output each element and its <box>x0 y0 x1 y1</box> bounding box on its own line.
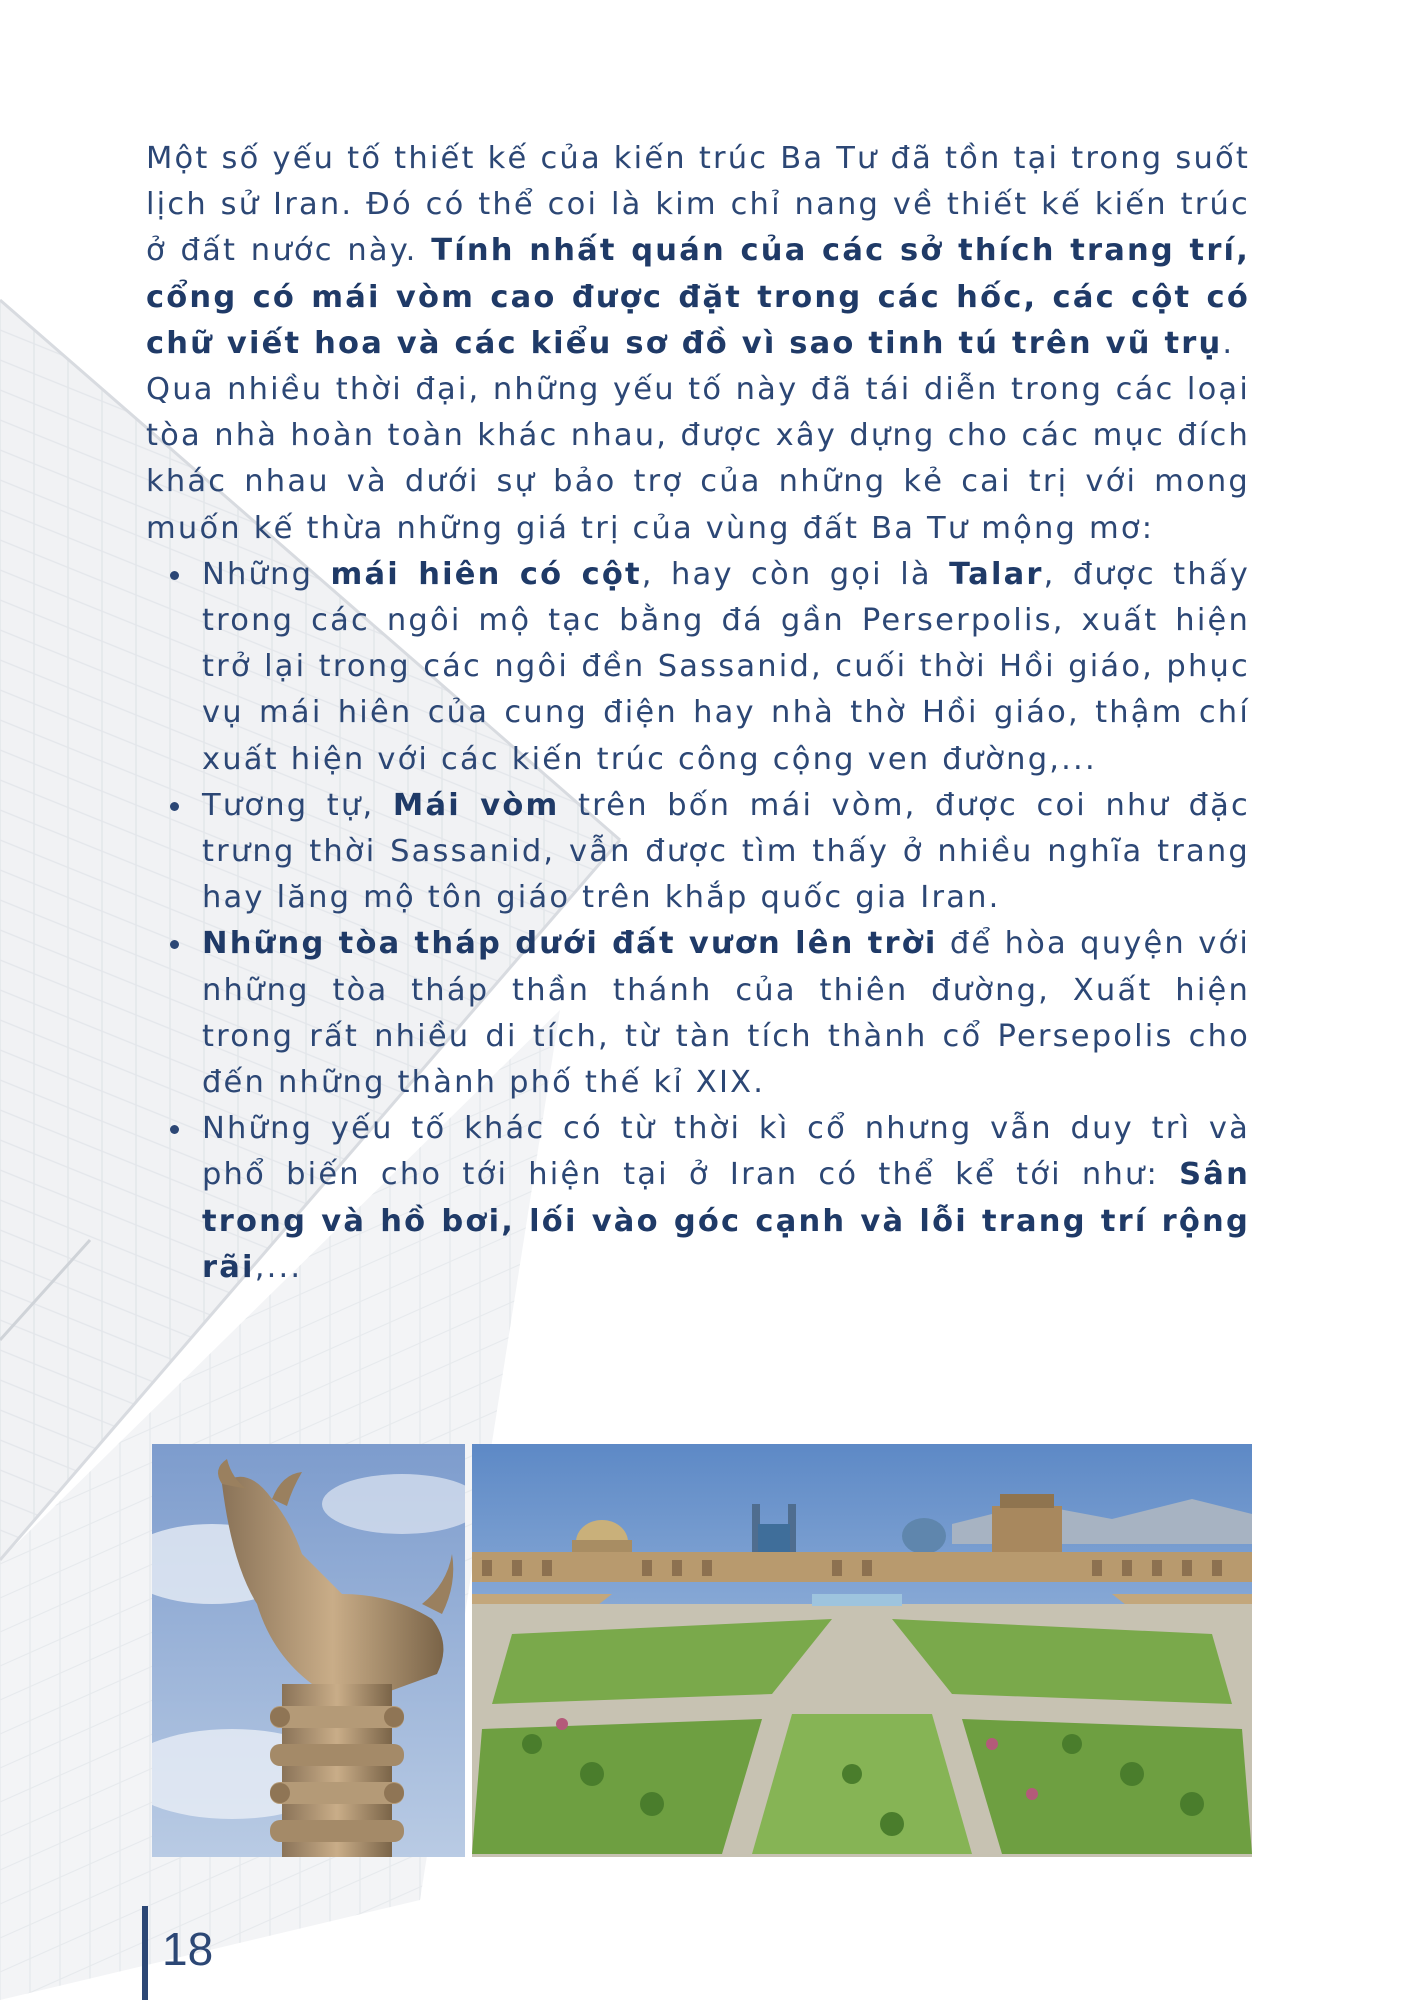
text-segment: . <box>1222 325 1235 361</box>
bold-text-segment: Mái vòm <box>392 787 560 823</box>
page-number-bar <box>142 1906 148 2000</box>
bold-text-segment: Tính nhất quán của các sở thích trang trí, cổng có mái vòm cao được đặt trong các hốc, các cột có chữ viết hoa và các kiểu sơ đồ vì sao tinh tú trên vũ trụ <box>146 233 1250 361</box>
page-number: 18 <box>162 1923 214 1975</box>
text-segment: ,... <box>254 1249 303 1285</box>
bold-text-segment: Sân trong và hồ bơi, lối vào góc cạnh và lỗi trang trí rộng rãi <box>202 1157 1250 1285</box>
text-segment: để hòa quyện với những tòa tháp thần thánh của thiên đường, Xuất hiện trong rất nhiều di tích, từ tàn tích thành cổ Persepolis cho đến những thành phố thế kỉ XIX. <box>202 926 1250 1101</box>
body-text <box>146 136 1250 1291</box>
photo-column-capital <box>152 1444 465 1857</box>
bullet-list <box>146 552 1250 1291</box>
text-segment: Một số yếu tố thiết kế của kiến trúc Ba Tư đã tồn tại trong suốt lịch sử Iran. Đó có thể coi là kim chỉ nang về thiết kế kiến trúc ở đất nước này. <box>146 141 1250 269</box>
text-segment: trên bốn mái vòm, được coi như đặc trưng thời Sassanid, vẫn được tìm thấy ở nhiều nghĩa trang hay lăng mộ tôn giáo trên khắp quốc gia Iran. <box>202 787 1250 916</box>
bold-text-segment: mái hiên có cột <box>330 556 642 592</box>
bullet-item-dome <box>202 783 1250 922</box>
bold-text-segment: Talar <box>949 556 1044 592</box>
text-segment: Tương tự, <box>202 787 393 823</box>
text-segment: , được thấy trong các ngôi mộ tạc bằng đá gần Perserpolis, xuất hiện trở lại trong các ngôi đền Sassanid, cuối thời Hồi giáo, phục vụ mái hiên của cung điện hay nhà thờ Hồi giáo, thậm chí xuất hiện với các kiến trúc công cộng ven đường,... <box>202 556 1250 777</box>
bullet-item-talar <box>202 552 1250 783</box>
text-segment: Qua nhiều thời đại, những yếu tố này đã tái diễn trong các loại tòa nhà hoàn toàn khác nhau, được xây dựng cho các mục đích khác nhau và dưới sự bảo trợ của những kẻ cai trị với mong muốn kế thừa những giá trị của vùng đất Ba Tư mộng mơ: <box>146 372 1250 546</box>
text-segment: Những yếu tố khác có từ thời kì cổ nhưng vẫn duy trì và phổ biến cho tới hiện tại ở Iran có thể kể tới như: <box>202 1111 1250 1193</box>
text-segment: Những <box>202 556 331 592</box>
photo-isfahan-square <box>472 1444 1252 1857</box>
bullet-item-courtyard <box>202 1106 1250 1291</box>
bold-text-segment: Những tòa tháp dưới đất vươn lên trời <box>202 926 938 962</box>
bullet-item-towers <box>202 921 1250 1106</box>
paragraph-intro <box>146 136 1250 367</box>
text-segment: , hay còn gọi là <box>641 556 950 592</box>
paragraph-history <box>146 367 1250 552</box>
